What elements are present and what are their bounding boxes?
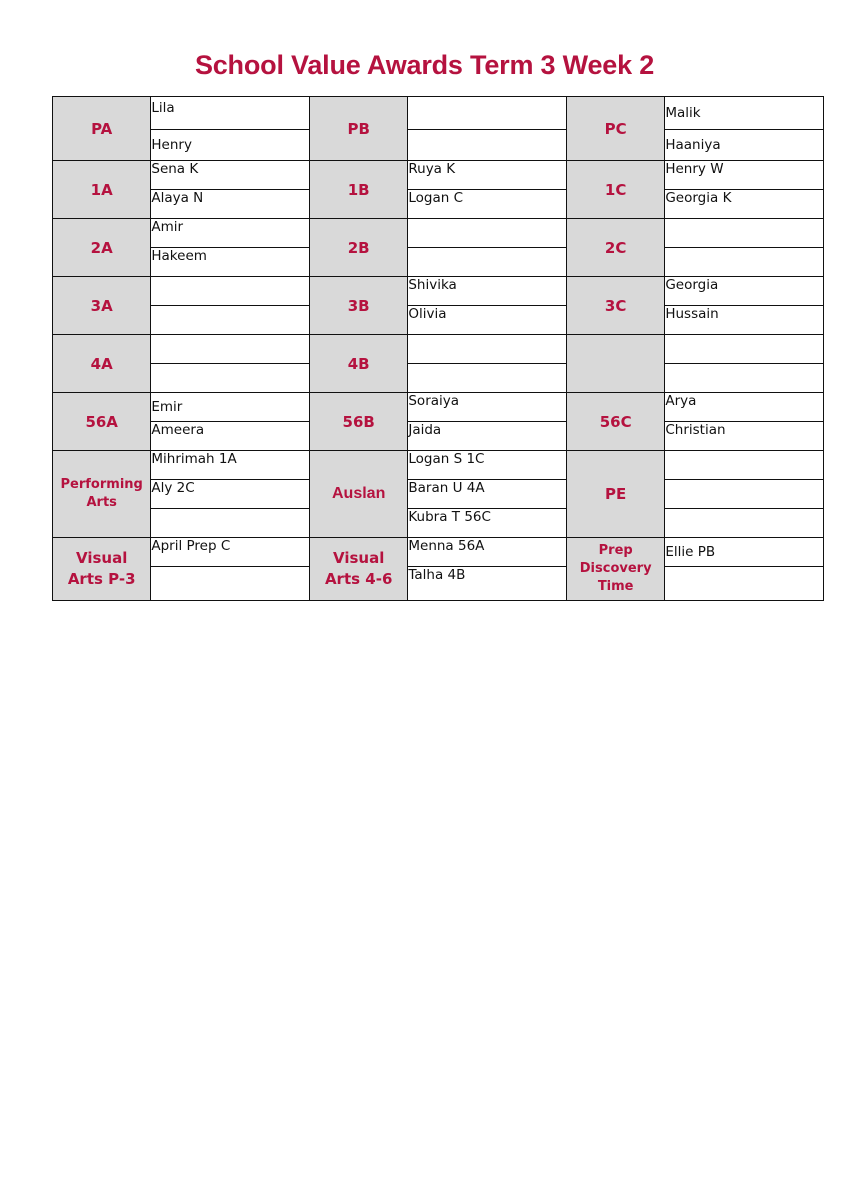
- award-name: [408, 335, 567, 364]
- class-label: 4B: [309, 335, 407, 393]
- class-label: 4A: [53, 335, 151, 393]
- award-name: Georgia K: [665, 190, 824, 219]
- class-label: PE: [566, 451, 664, 538]
- award-name: [665, 509, 824, 538]
- award-name: Emir: [151, 393, 310, 422]
- award-name: Sena K: [151, 161, 310, 190]
- award-name: Christian: [665, 422, 824, 451]
- award-name: [665, 219, 824, 248]
- class-label: 56C: [566, 393, 664, 451]
- award-name: [665, 451, 824, 480]
- award-name: [665, 480, 824, 509]
- table-row: [53, 248, 824, 277]
- award-name: [151, 306, 310, 335]
- table-row: [53, 451, 824, 480]
- table-row: [53, 393, 824, 422]
- award-name: [408, 248, 567, 277]
- award-name: Ruya K: [408, 161, 567, 190]
- award-name: Arya: [665, 393, 824, 422]
- table-row: [53, 161, 824, 190]
- award-name: Ameera: [151, 422, 310, 451]
- table-row: [53, 219, 824, 248]
- award-name: Mihrimah 1A: [151, 451, 310, 480]
- award-name: Olivia: [408, 306, 567, 335]
- award-name: Hussain: [665, 306, 824, 335]
- table-row: [53, 277, 824, 306]
- awards-table: [52, 96, 824, 601]
- award-name: Henry: [151, 130, 310, 161]
- award-name: Talha 4B: [408, 567, 567, 601]
- award-name: [408, 219, 567, 248]
- class-label: Auslan: [309, 451, 407, 538]
- award-name: [408, 130, 567, 161]
- table-row: [53, 480, 824, 509]
- class-label: 56A: [53, 393, 151, 451]
- award-name: [151, 509, 310, 538]
- class-label: 2A: [53, 219, 151, 277]
- award-name: Menna 56A: [408, 538, 567, 567]
- class-label: Performing Arts: [53, 451, 151, 538]
- award-name: Hakeem: [151, 248, 310, 277]
- award-name: Soraiya: [408, 393, 567, 422]
- award-name: Jaida: [408, 422, 567, 451]
- award-name: Logan S 1C: [408, 451, 567, 480]
- class-label: [566, 335, 664, 393]
- class-label: Prep Discovery Time: [566, 538, 664, 601]
- award-name: Alaya N: [151, 190, 310, 219]
- class-label: 3B: [309, 277, 407, 335]
- table-row: [53, 190, 824, 219]
- class-label: PA: [53, 97, 151, 161]
- class-label: 3A: [53, 277, 151, 335]
- class-label: 1B: [309, 161, 407, 219]
- award-name: April Prep C: [151, 538, 310, 567]
- award-name: Shivika: [408, 277, 567, 306]
- table-row: [53, 130, 824, 161]
- award-name: [151, 277, 310, 306]
- table-row: [53, 364, 824, 393]
- table-row: [53, 422, 824, 451]
- class-label: 2B: [309, 219, 407, 277]
- award-name: [665, 248, 824, 277]
- award-name: Logan C: [408, 190, 567, 219]
- award-name: [408, 364, 567, 393]
- award-name: Baran U 4A: [408, 480, 567, 509]
- table-row: [53, 335, 824, 364]
- award-name: [151, 364, 310, 393]
- award-name: Ellie PB: [665, 538, 824, 567]
- award-name: Haaniya: [665, 130, 824, 161]
- award-name: [151, 567, 310, 601]
- class-label: Visual Arts 4-6: [309, 538, 407, 601]
- award-name: [665, 364, 824, 393]
- award-name: Henry W: [665, 161, 824, 190]
- award-name: [151, 335, 310, 364]
- award-name: Malik: [665, 97, 824, 130]
- award-name: [665, 567, 824, 601]
- class-label: PC: [566, 97, 664, 161]
- award-name: Georgia: [665, 277, 824, 306]
- class-label: PB: [309, 97, 407, 161]
- class-label: 1C: [566, 161, 664, 219]
- class-label: Visual Arts P-3: [53, 538, 151, 601]
- class-label: 2C: [566, 219, 664, 277]
- award-name: [408, 97, 567, 130]
- table-row: [53, 538, 824, 567]
- award-name: [665, 335, 824, 364]
- table-row: [53, 509, 824, 538]
- class-label: 3C: [566, 277, 664, 335]
- table-row: [53, 567, 824, 601]
- award-name: Lila: [151, 97, 310, 130]
- class-label: 56B: [309, 393, 407, 451]
- page-title: School Value Awards Term 3 Week 2: [194, 50, 655, 80]
- award-name: Aly 2C: [151, 480, 310, 509]
- table-row: [53, 97, 824, 130]
- award-name: Kubra T 56C: [408, 509, 567, 538]
- award-name: Amir: [151, 219, 310, 248]
- class-label: 1A: [53, 161, 151, 219]
- table-row: [53, 306, 824, 335]
